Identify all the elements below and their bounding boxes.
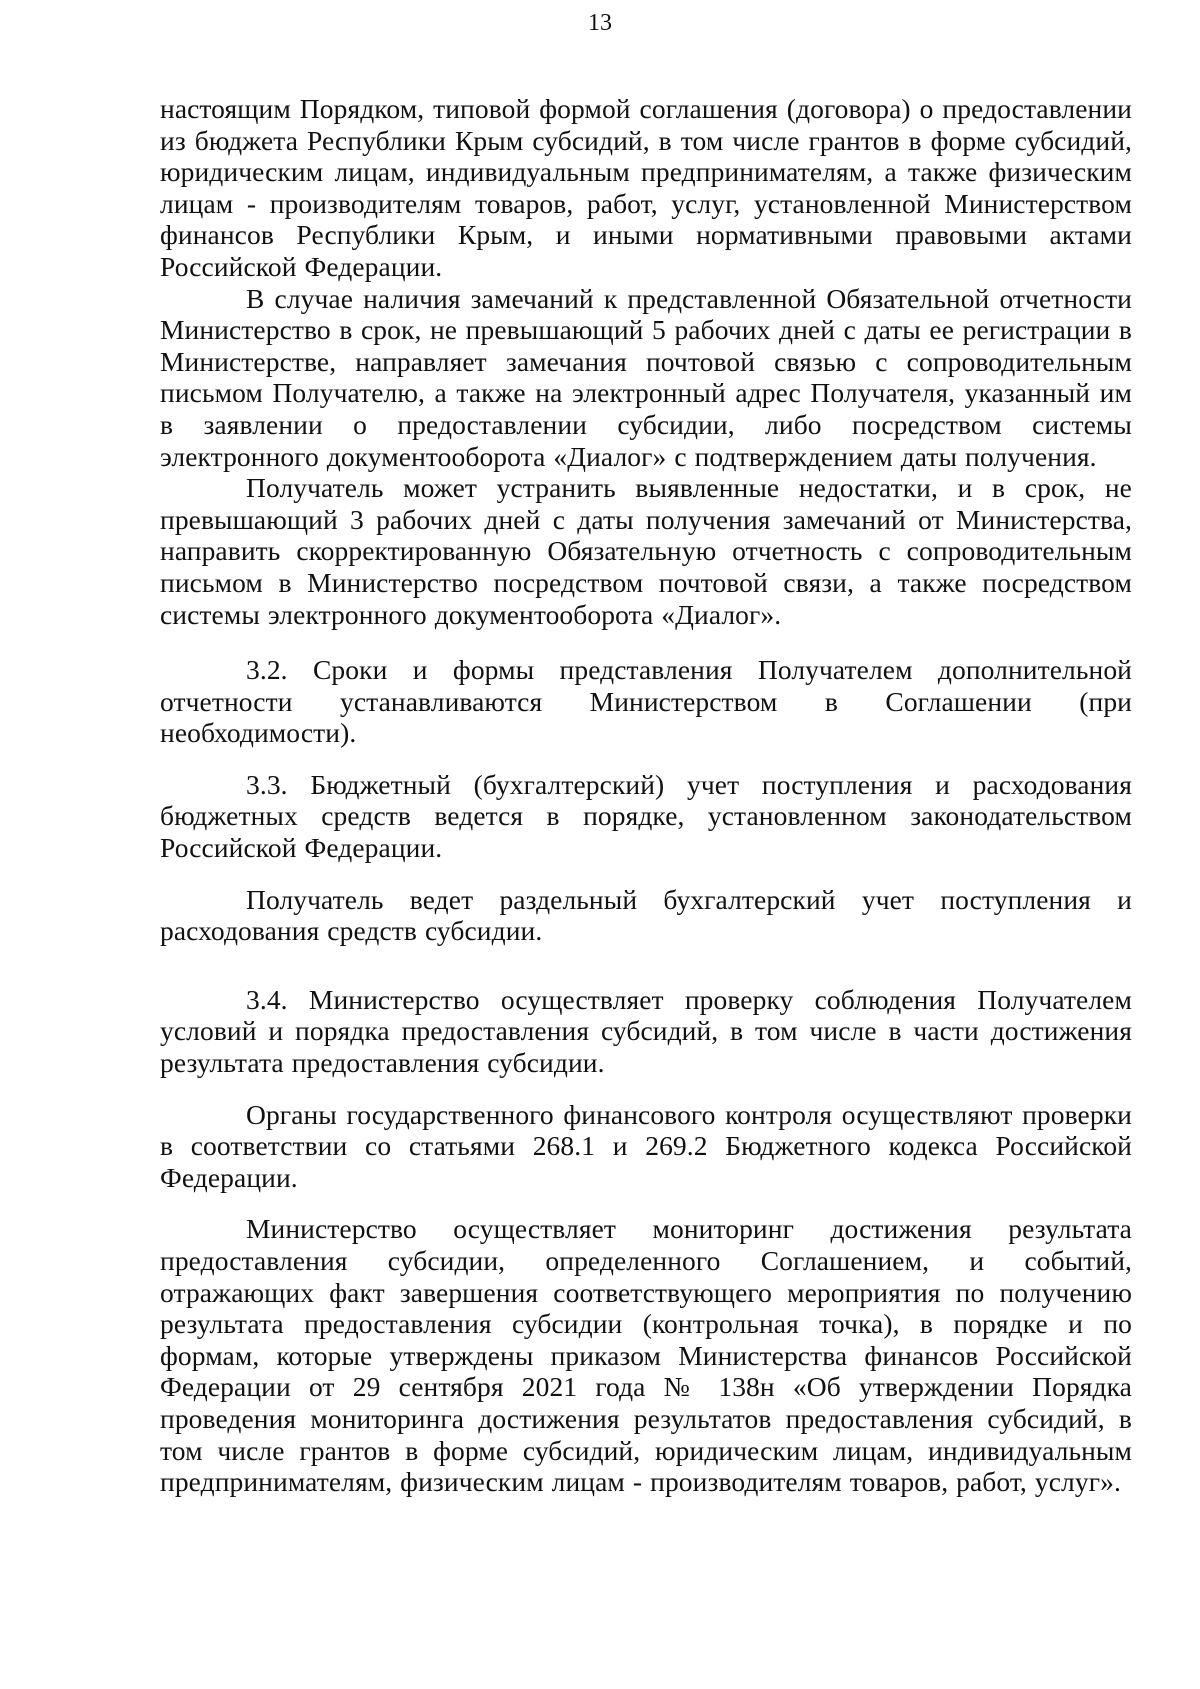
document-body [160,93,1132,1498]
paragraph-continuation: настоящим Порядком, типовой формой соглашения (договора) о предоставлении из бюджета Республики Крым субсидий, в том числе грантов в форме субсидий, юридическим лицам, индивидуальным предпринимателям, а также физическим лицам - производителям товаров, работ, услуг, установленной Министерством финансов Республики Крым, и иными нормативными правовыми актами Российской Федерации. [160,93,1132,282]
paragraph-3-3: 3.3. Бюджетный (бухгалтерский) учет поступления и расходования бюджетных средств ведется в порядке, установленном законодательством Российской Федерации. [160,768,1132,864]
paragraph-remarks: В случае наличия замечаний к представленной Обязательной отчетности Министерство в срок, не превышающий 5 рабочих дней с даты ее регистрации в Министерстве, направляет замечания почтовой связью с сопроводительным письмом Получателю, а также на электронный адрес Получателя, указанный им в заявлении о предоставлении субсидии, либо посредством системы электронного документооборота «Диалог» с подтверждением даты получения. [160,282,1132,472]
paragraph-recipient-correction: Получатель может устранить выявленные недостатки, и в срок, не превышающий 3 рабочих дней с даты получения замечаний от Министерства, направить скорректированную Обязательную отчетность с сопроводительным письмом в Министерство посредством почтовой связи, а также посредством системы электронного документооборота «Диалог». [160,472,1132,630]
paragraph-monitoring: Министерство осуществляет мониторинг достижения результата предоставления субсидии, определенного Соглашением, и событий, отражающих факт завершения соответствующего мероприятия по получению результата предоставления субсидии (контрольная точка), в порядке и по формам, которые утверждены приказом Министерства финансов Российской Федерации от 29 сентября 2021 года № 138н «Об утверждении Порядка проведения мониторинга достижения результатов предоставления субсидий, в том числе грантов в форме субсидий, юридическим лицам, индивидуальным предпринимателям, физическим лицам - производителям товаров, работ, услуг». [160,1213,1132,1498]
paragraph-control-bodies: Органы государственного финансового контроля осуществляют проверки в соответствии со статьями 268.1 и 269.2 Бюджетного кодекса Российской Федерации. [160,1098,1132,1193]
paragraph-3-2: 3.2. Сроки и формы представления Получателем дополнительной отчетности устанавливаются Министерством в Соглашении (при необходимости). [160,654,1132,749]
page-number: 13 [588,10,612,36]
paragraph-3-4: 3.4. Министерство осуществляет проверку соблюдения Получателем условий и порядка предоставления субсидий, в том числе в части достижения результата предоставления субсидии. [160,983,1132,1079]
paragraph-separate-accounting: Получатель ведет раздельный бухгалтерский учет поступления и расходования средств субсидии. [160,883,1132,947]
